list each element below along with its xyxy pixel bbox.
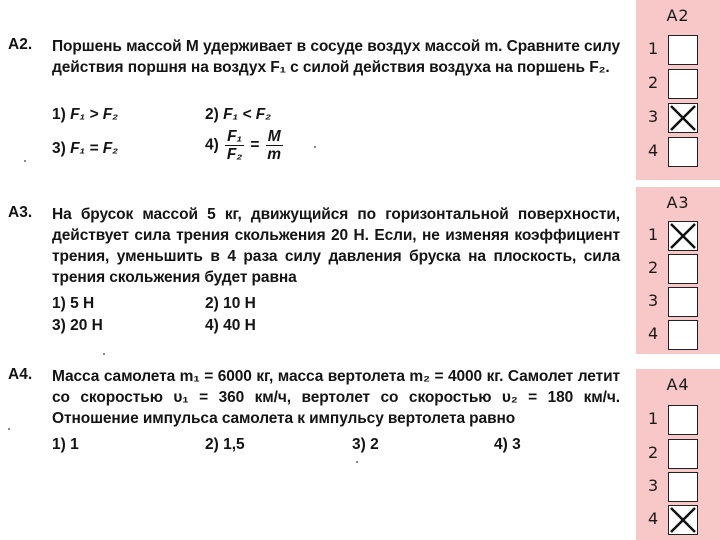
scan-speck bbox=[8, 428, 10, 430]
cross-mark-icon bbox=[669, 222, 697, 250]
option-1: 1) 5 Н bbox=[52, 295, 95, 312]
problem-text: Поршень массой M удерживает в сосуде воздух массой m. Сравните силу действия поршня на воздух F₁ с силой действия воздуха на поршень F₂. bbox=[52, 38, 620, 76]
answer-row-2[interactable]: 2 bbox=[636, 439, 720, 469]
answer-row-4[interactable]: 4 bbox=[636, 137, 720, 167]
problem-a4 bbox=[0, 366, 630, 466]
answer-checkbox[interactable] bbox=[668, 287, 698, 317]
panel-title: A3 bbox=[666, 193, 690, 212]
scan-speck bbox=[356, 461, 358, 463]
option-4: 4) $\frac{\text{F₁}}{\text{F₂}}$ = $\frac{M}{m}$ bbox=[205, 128, 282, 163]
answer-row-2[interactable]: 2 bbox=[636, 69, 720, 99]
scan-speck bbox=[314, 146, 316, 148]
answer-row-1[interactable]: 1 bbox=[636, 405, 720, 435]
scan-speck bbox=[24, 160, 26, 162]
option-3: 3) 20 Н bbox=[52, 317, 103, 334]
answer-checkbox-checked[interactable] bbox=[668, 505, 698, 535]
option-3: 3) 2 bbox=[352, 436, 379, 453]
option-4: 4) 3 bbox=[494, 436, 521, 453]
panel-title: A4 bbox=[666, 375, 690, 394]
answer-row-4[interactable]: 4 bbox=[636, 320, 720, 350]
answer-row-2[interactable]: 2 bbox=[636, 254, 720, 284]
answer-row-4[interactable]: 4 bbox=[636, 505, 720, 535]
fraction-m-m: $\frac{M}{m}$ bbox=[267, 128, 282, 163]
answer-checkbox-checked[interactable] bbox=[668, 103, 698, 133]
answer-row-1[interactable]: 1 bbox=[636, 221, 720, 251]
answer-panel-a3 bbox=[636, 187, 720, 354]
option-3: 3) F₁ = F₂ bbox=[52, 140, 119, 157]
panel-title: A2 bbox=[666, 6, 690, 25]
cross-mark-icon bbox=[669, 104, 697, 132]
answer-row-3[interactable]: 3 bbox=[636, 472, 720, 502]
problem-number: A4. bbox=[8, 366, 33, 383]
problem-a2 bbox=[0, 36, 630, 176]
fraction-f1-f2: $\frac{\text{F₁}}{\text{F₂}}$ bbox=[226, 128, 243, 163]
answer-panel-a4 bbox=[636, 369, 720, 540]
answer-checkbox[interactable] bbox=[668, 405, 698, 435]
answer-checkbox[interactable] bbox=[668, 472, 698, 502]
problem-a3 bbox=[0, 204, 630, 344]
answer-checkbox[interactable] bbox=[668, 320, 698, 350]
option-1: 1) F₁ > F₂ bbox=[52, 106, 119, 123]
answer-checkbox[interactable] bbox=[668, 439, 698, 469]
problem-number: A2. bbox=[8, 36, 33, 53]
answer-row-3[interactable]: 3 bbox=[636, 103, 720, 133]
option-2: 2) 10 Н bbox=[205, 295, 256, 312]
option-2: 2) F₁ < F₂ bbox=[205, 106, 272, 123]
answer-panel-a2 bbox=[636, 0, 720, 180]
answer-checkbox[interactable] bbox=[668, 35, 698, 65]
answer-checkbox[interactable] bbox=[668, 137, 698, 167]
problem-text: Масса самолета m₁ = 6000 кг, масса вертолета m₂ = 4000 кг. Самолет летит со скоростью υ₁ = 360 км/ч, вертолет со скоростью υ₂ = 180 км/ч. Отношение импульса самолета к импульсу вертолета равно bbox=[52, 368, 620, 427]
problem-number: A3. bbox=[8, 204, 33, 221]
cross-mark-icon bbox=[669, 506, 697, 534]
answer-checkbox[interactable] bbox=[668, 254, 698, 284]
answer-row-3[interactable]: 3 bbox=[636, 287, 720, 317]
problem-text: На брусок массой 5 кг, движущийся по горизонтальной поверхности, действует сила трения скольжения 20 Н. Если, не изменяя коэффициент трения, уменьшить в 4 раза силу давления бруска на плоскость, сила трения скольжения будет равна bbox=[52, 206, 620, 286]
scan-speck bbox=[103, 353, 105, 355]
option-1: 1) 1 bbox=[52, 436, 79, 453]
answer-row-1[interactable]: 1 bbox=[636, 35, 720, 65]
answer-checkbox[interactable] bbox=[668, 69, 698, 99]
option-2: 2) 1,5 bbox=[205, 436, 245, 453]
answer-checkbox-checked[interactable] bbox=[668, 221, 698, 251]
option-4: 4) 40 Н bbox=[205, 317, 256, 334]
